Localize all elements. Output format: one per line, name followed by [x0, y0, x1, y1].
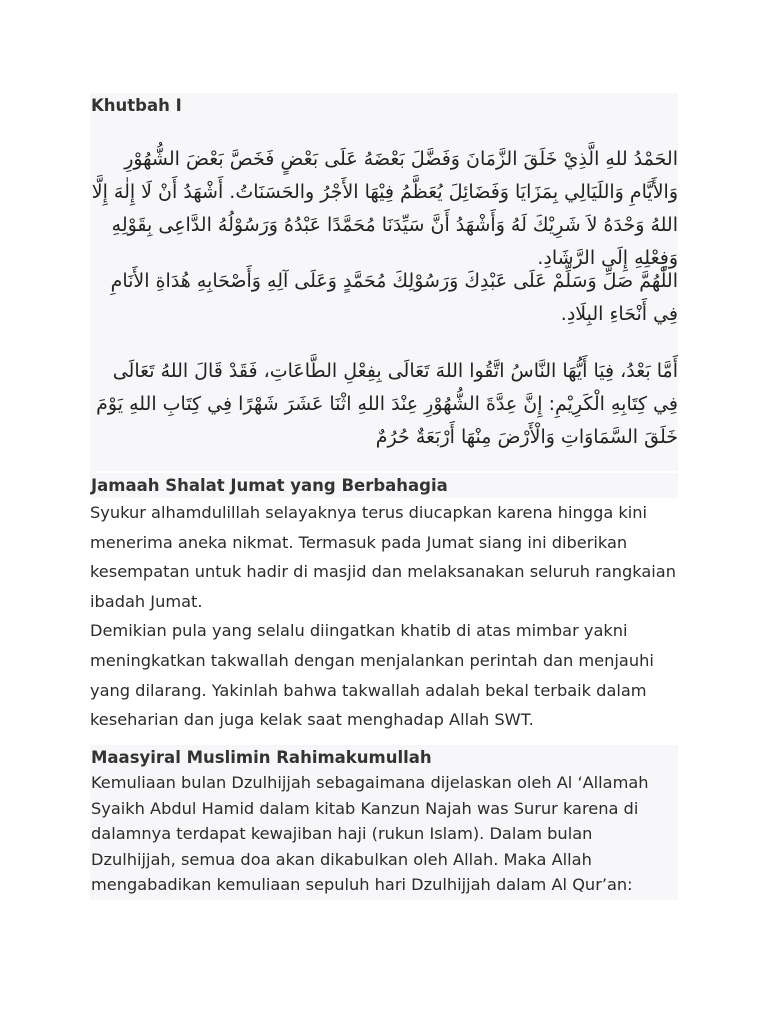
- arabic-amma-badu: أَمَّا بَعْدُ، فِيَا أَيُّهَا النَّاسُ اتَّقُوا اللهَ تَعَالَى بِفِعْلِ الطَّاعَاتِ، فَقَدْ قَالَ اللهُ تَعَالَى فِي كِتَابِهِ الْكَرِيْمِ: إِنَّ عِدَّةَ الشُّهُوْرِ عِنْدَ اللهِ اثْنَا عَشَرَ شَهْرًا فِي كِتَابِ اللهِ يَوْمَ خَلَقَ السَّمَاوَاتِ وَالْأَرْضَ مِنْهَا أَرْبَعَةٌ حُرُمٌ: [96, 360, 678, 448]
- maasyiral-heading: Maasyiral Muslimin Rahimakumullah: [91, 748, 432, 767]
- arabic-opening-praise: الحَمْدُ للهِ الَّذِيْ خَلَقَ الزَّمَانَ وَفَضَّلَ بَعْضَهُ عَلَى بَعْضٍ فَخَصَّ بَعْضَ الشُّهُوْرِ وَالأَيَّامِ وَاللَيَالِي بِمَزَايَا وَفَضَائِلَ يُعَظَّمُ فِيْهَا الأَجْرُ والحَسَنَاتُ. أَشْهَدُ أَنْ لَا إِلٰهَ إِلَّا اللهُ وَحْدَهُ لاَ شَرِيْكَ لَهُ وَأَشْهَدُ أَنَّ سَيِّدَنَا مُحَمَّدًا عَبْدُهُ وَرَسُوْلُهُ الدَّاعِى بِقَوْلِهِ وَفِعْلِهِ إِلَى الرَّشَادِ.: [91, 148, 678, 269]
- khutbah-section: [90, 93, 678, 471]
- khutbah-heading: Khutbah I: [91, 96, 182, 115]
- jamaah-heading-bar: [90, 473, 678, 498]
- arabic-salawat: اللّٰهُمَّ صَلِّ وَسَلِّمْ عَلَى عَبْدِكَ وَرَسُوْلِكَ مُحَمَّدٍ وَعَلَى آلِهِ وَأَصْحَابِهِ هُدَاةِ الأَنَامِ فِي أَنْحَاءِ البِلَادِ.: [110, 270, 678, 325]
- jamaah-body: [90, 498, 678, 735]
- jamaah-heading: Jamaah Shalat Jumat yang Berbahagia: [91, 476, 448, 495]
- jamaah-paragraph-1: Syukur alhamdulillah selayaknya terus diucapkan karena hingga kini menerima aneka nikmat. Termasuk pada Jumat siang ini diberikan kesempatan untuk hadir di masjid dan melaksanakan seluruh rangkaian ibadah Jumat.: [90, 503, 676, 611]
- maasyiral-section: [90, 745, 678, 900]
- jamaah-paragraph-2: Demikian pula yang selalu diingatkan khatib di atas mimbar yakni meningkatkan takwallah dengan menjalankan perintah dan menjauhi yang dilarang. Yakinlah bahwa takwallah adalah bekal terbaik dalam keseharian dan juga kelak saat menghadap Allah SWT.: [90, 621, 654, 730]
- maasyiral-paragraph: Kemuliaan bulan Dzulhijjah sebagaimana dijelaskan oleh Al ‘Allamah Syaikh Abdul Hamid dalam kitab Kanzun Najah was Surur karena di dalamnya terdapat kewajiban haji (rukun Islam). Dalam bulan Dzulhijjah, semua doa akan dikabulkan oleh Allah. Maka Allah mengabadikan kemuliaan sepuluh hari Dzulhijjah dalam Al Qur’an:: [91, 773, 649, 895]
